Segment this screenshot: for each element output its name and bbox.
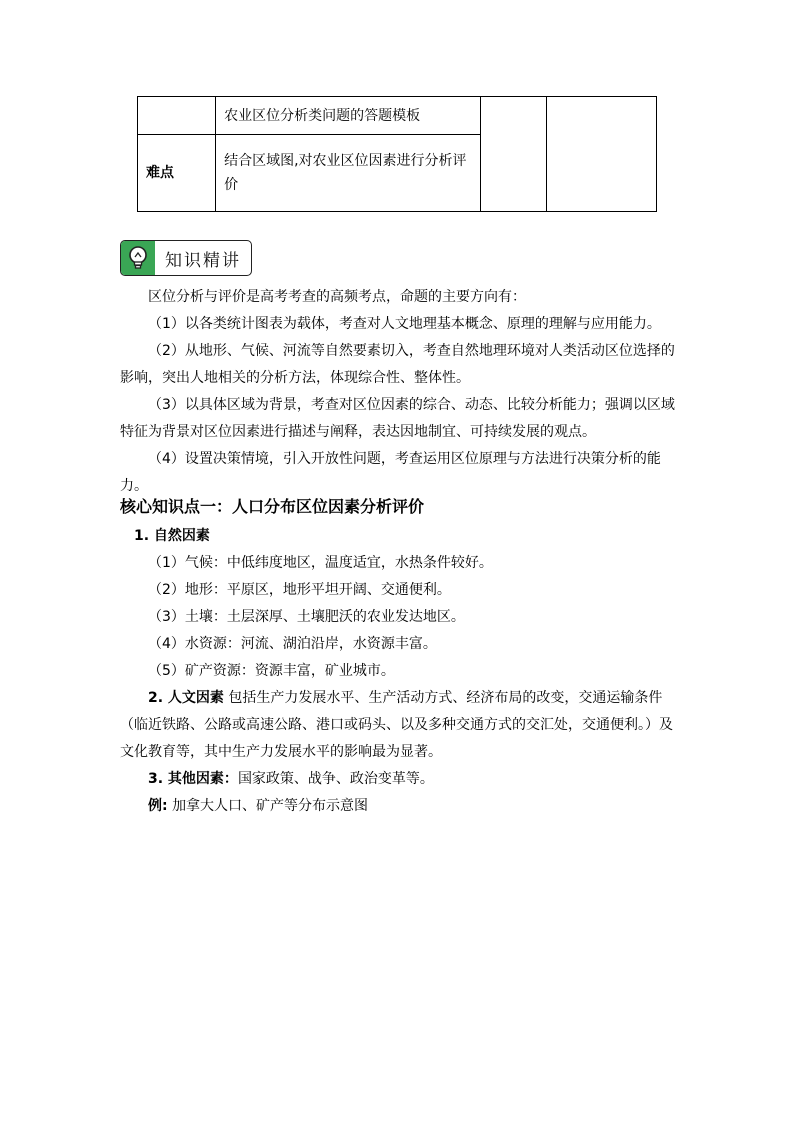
table-row (138, 97, 657, 135)
other-title: 3. 其他因素： (148, 771, 238, 787)
intro-item: （4）设置决策情境，引入开放性问题，考查运用区位原理与方法进行决策分析的能力。 (120, 451, 661, 494)
section-title: 知识精讲 (165, 250, 241, 271)
table-cell-empty (481, 97, 546, 212)
natural-title: 1. 自然因素 (134, 528, 210, 544)
intro-lead: 区位分析与评价是高考考查的高频考点，命题的主要方向有： (148, 289, 526, 305)
intro-item: （1）以各类统计图表为载体，考查对人文地理基本概念、原理的理解与应用能力。 (148, 316, 661, 332)
other-paragraph (120, 766, 680, 793)
table-cell-content: 农业区位分析类问题的答题模板 (216, 97, 481, 135)
natural-item: （1）气候：中低纬度地区，温度适宜，水热条件较好。 (148, 555, 493, 571)
human-text: 包括生产力发展水平、生产活动方式、经济布局的改变，交通运输条件（临近铁路、公路或高速公路、港口或码头、以及多种交通方式的交汇处，交通便利。）及文化教育等，其中生产力发展水平的影响最为显著。 (120, 690, 673, 760)
core-heading: 核心知识点一：人口分布区位因素分析评价 (120, 497, 425, 516)
example-label: 例: (148, 798, 168, 814)
natural-item: （2）地形：平原区，地形平坦开阔、交通便利。 (148, 582, 451, 598)
core-section (120, 523, 680, 820)
natural-item: （3）土壤：土层深厚、土壤肥沃的农业发达地区。 (148, 609, 465, 625)
table-cell-label: 难点 (138, 135, 216, 212)
natural-item: （4）水资源：河流、湖泊沿岸，水资源丰富。 (148, 636, 437, 652)
other-text: 国家政策、战争、政治变革等。 (237, 771, 434, 787)
example-paragraph (120, 793, 680, 820)
table-cell-content: 结合区域图,对农业区位因素进行分析评价 (216, 135, 481, 212)
table-cell-empty (546, 97, 656, 212)
section-badge (120, 240, 252, 276)
human-paragraph (120, 685, 680, 766)
lightbulb-icon (121, 241, 155, 275)
intro-section (120, 284, 680, 500)
intro-item: （2）从地形、气候、河流等自然要素切入，考查自然地理环境对人类活动区位选择的影响，突出人地相关的分析方法，体现综合性、整体性。 (120, 343, 675, 386)
example-text: 加拿大人口、矿产等分布示意图 (172, 798, 369, 814)
natural-item: （5）矿产资源：资源丰富，矿业城市。 (148, 663, 395, 679)
table-cell-label (138, 97, 216, 135)
intro-item: （3）以具体区域为背景，考查对区位因素的综合、动态、比较分析能力；强调以区域特征为背景对区位因素进行描述与阐释，表达因地制宜、可持续发展的观点。 (120, 397, 675, 440)
objectives-table (137, 96, 657, 212)
human-title: 2. 人文因素 (148, 690, 224, 706)
